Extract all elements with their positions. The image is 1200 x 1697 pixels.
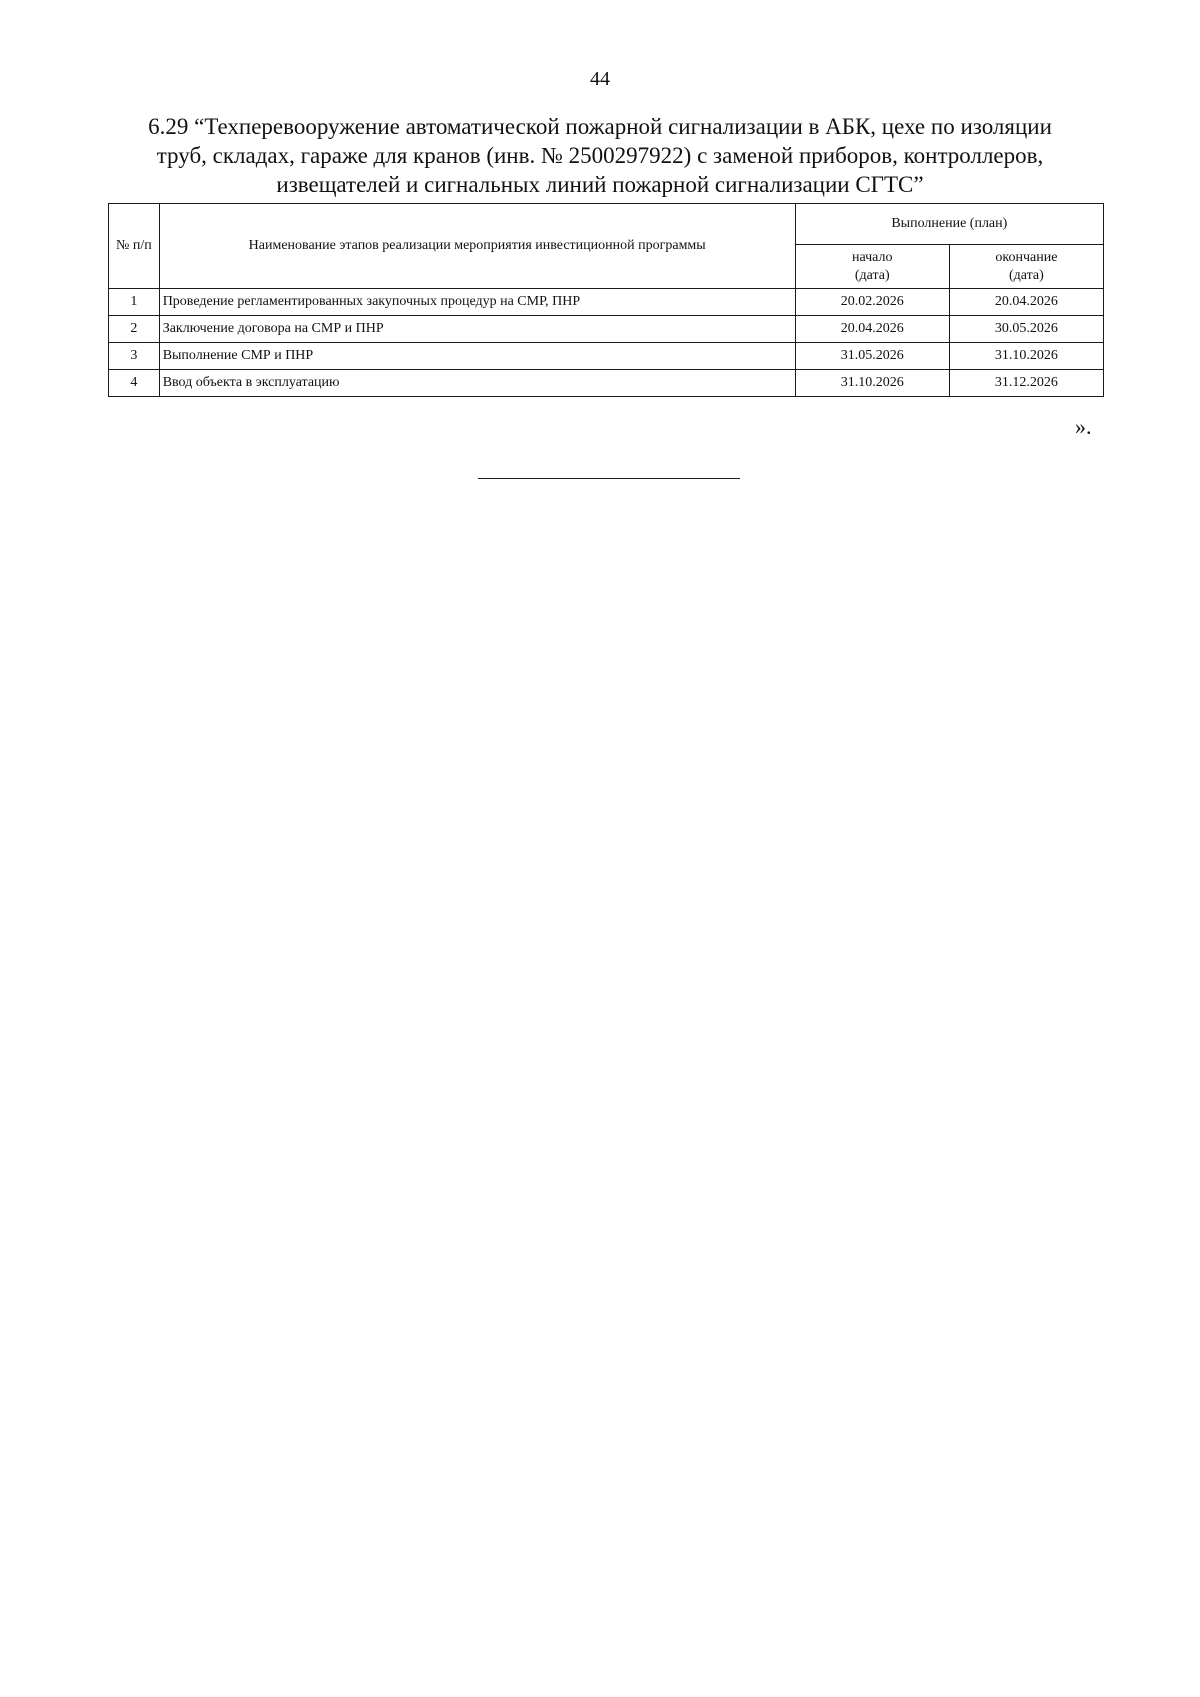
cell-end-date: 31.12.2026: [949, 370, 1103, 397]
header-number: № п/п: [109, 204, 160, 289]
cell-end-date: 31.10.2026: [949, 343, 1103, 370]
header-end-line2: (дата): [1009, 267, 1044, 283]
cell-name: Выполнение СМР и ПНР: [159, 343, 795, 370]
cell-start-date: 31.05.2026: [795, 343, 949, 370]
section-title-line: 6.29 “Техперевооружение автоматической пожарной сигнализации в АБК, цехе по изоляции: [148, 114, 1052, 139]
header-start: [795, 245, 949, 289]
section-title: [120, 112, 1080, 199]
table-row: [109, 370, 1104, 397]
table-row: [109, 316, 1104, 343]
table-header-row: [109, 204, 1104, 245]
closing-quote-mark: ».: [1075, 414, 1092, 439]
cell-name: Ввод объекта в эксплуатацию: [159, 370, 795, 397]
divider-line: [478, 478, 740, 479]
header-start-line1: начало: [851, 249, 893, 265]
cell-start-date: 31.10.2026: [795, 370, 949, 397]
table-row: [109, 343, 1104, 370]
header-end: [949, 245, 1103, 289]
cell-number: 4: [109, 370, 160, 397]
cell-name: Заключение договора на СМР и ПНР: [159, 316, 795, 343]
cell-start-date: 20.02.2026: [795, 289, 949, 316]
table-row: [109, 289, 1104, 316]
section-title-line: труб, складах, гараже для кранов (инв. № 2500297922) с заменой приборов, контроллеров,: [156, 143, 1044, 168]
stages-table: [108, 203, 1104, 397]
cell-name: Проведение регламентированных закупочных процедур на СМР, ПНР: [159, 289, 795, 316]
header-execution: Выполнение (план): [795, 204, 1103, 245]
cell-number: 3: [109, 343, 160, 370]
cell-end-date: 20.04.2026: [949, 289, 1103, 316]
section-title-line: извещателей и сигнальных линий пожарной сигнализации СГТС”: [276, 172, 924, 197]
header-end-line1: окончание: [995, 249, 1058, 265]
header-start-line2: (дата): [854, 267, 890, 283]
cell-start-date: 20.04.2026: [795, 316, 949, 343]
page-number: 44: [590, 68, 610, 90]
cell-number: 1: [109, 289, 160, 316]
cell-end-date: 30.05.2026: [949, 316, 1103, 343]
cell-number: 2: [109, 316, 160, 343]
header-name: Наименование этапов реализации мероприятия инвестиционной программы: [159, 204, 795, 289]
